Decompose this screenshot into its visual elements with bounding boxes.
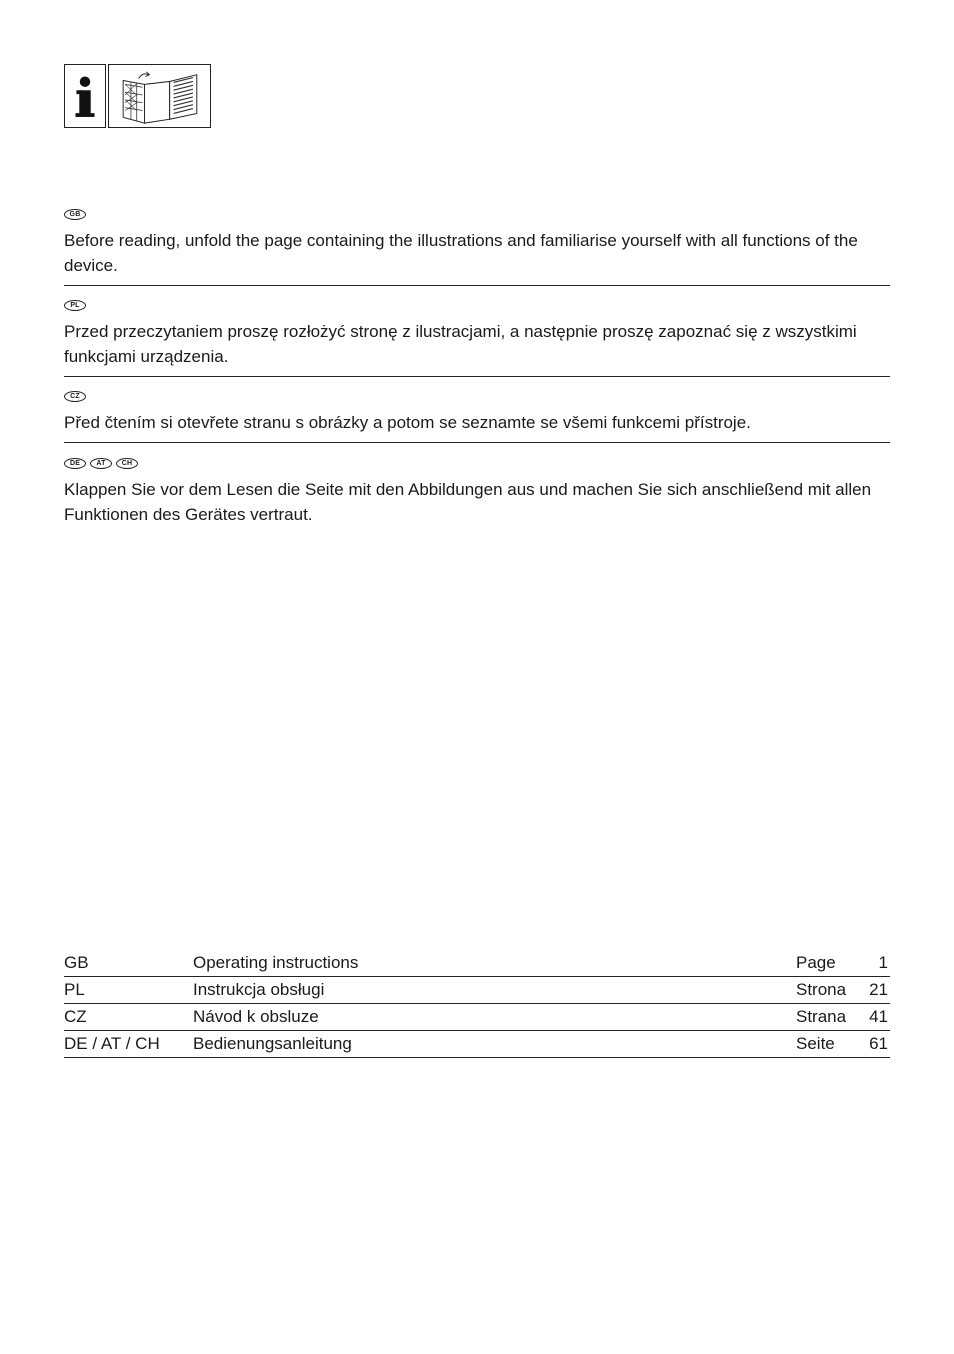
intro-section-gb — [64, 206, 890, 278]
intro-paragraph: Before reading, unfold the page containing the illustrations and familiarise yourself with all functions of the device. — [64, 231, 858, 275]
divider — [64, 285, 890, 286]
toc-page-word: Strana — [796, 1007, 847, 1026]
language-badge: DE — [64, 458, 86, 469]
toc-title: Bedienungsanleitung — [193, 1034, 352, 1053]
intro-paragraph: Klappen Sie vor dem Lesen die Seite mit den Abbildungen aus und machen Sie sich anschließend mit allen Funktionen des Gerätes vertraut. — [64, 480, 872, 524]
divider — [64, 376, 890, 377]
toc-language-code: CZ — [64, 1007, 87, 1026]
language-badge: CZ — [64, 391, 86, 402]
intro-section-de-at-ch — [64, 455, 890, 527]
toc-page-word: Page — [796, 953, 836, 972]
language-flags — [64, 388, 890, 404]
language-badge: PL — [64, 300, 86, 311]
toc-page-number: 21 — [869, 980, 888, 999]
toc-row[interactable] — [64, 950, 890, 977]
toc-page-word: Strona — [796, 980, 847, 999]
language-flags — [64, 206, 890, 222]
toc-row[interactable] — [64, 977, 890, 1004]
toc-page-word: Seite — [796, 1034, 835, 1053]
table-of-contents — [64, 950, 890, 1058]
info-i-icon — [65, 65, 105, 127]
language-badge: CH — [116, 458, 138, 469]
language-flags — [64, 455, 890, 471]
info-icon — [64, 64, 106, 128]
language-flags — [64, 297, 890, 313]
toc-language-code: PL — [64, 980, 85, 999]
toc-language-code: GB — [64, 953, 89, 972]
intro-section-cz — [64, 388, 890, 435]
intro-paragraph: Před čtením si otevřete stranu s obrázky a potom se seznamte se všemi funkcemi přístroje. — [64, 413, 751, 432]
toc-language-code: DE / AT / CH — [64, 1034, 160, 1053]
toc-title: Operating instructions — [193, 953, 359, 972]
toc-page-number: 41 — [869, 1007, 888, 1026]
language-badge: GB — [64, 209, 86, 220]
toc-row[interactable] — [64, 1004, 890, 1031]
toc-title: Instrukcja obsługi — [193, 980, 325, 999]
unfold-page-icon — [108, 64, 211, 128]
language-badge: AT — [90, 458, 112, 469]
toc-title: Návod k obsluze — [193, 1007, 319, 1026]
intro-section-pl — [64, 297, 890, 369]
divider — [64, 442, 890, 443]
toc-page-number: 61 — [869, 1034, 888, 1053]
toc-row[interactable] — [64, 1031, 890, 1058]
intro-paragraph: Przed przeczytaniem proszę rozłożyć stronę z ilustracjami, a następnie proszę zapoznać się z wszystkimi funkcjami urządzenia. — [64, 322, 857, 366]
toc-page-number: 1 — [878, 953, 888, 972]
